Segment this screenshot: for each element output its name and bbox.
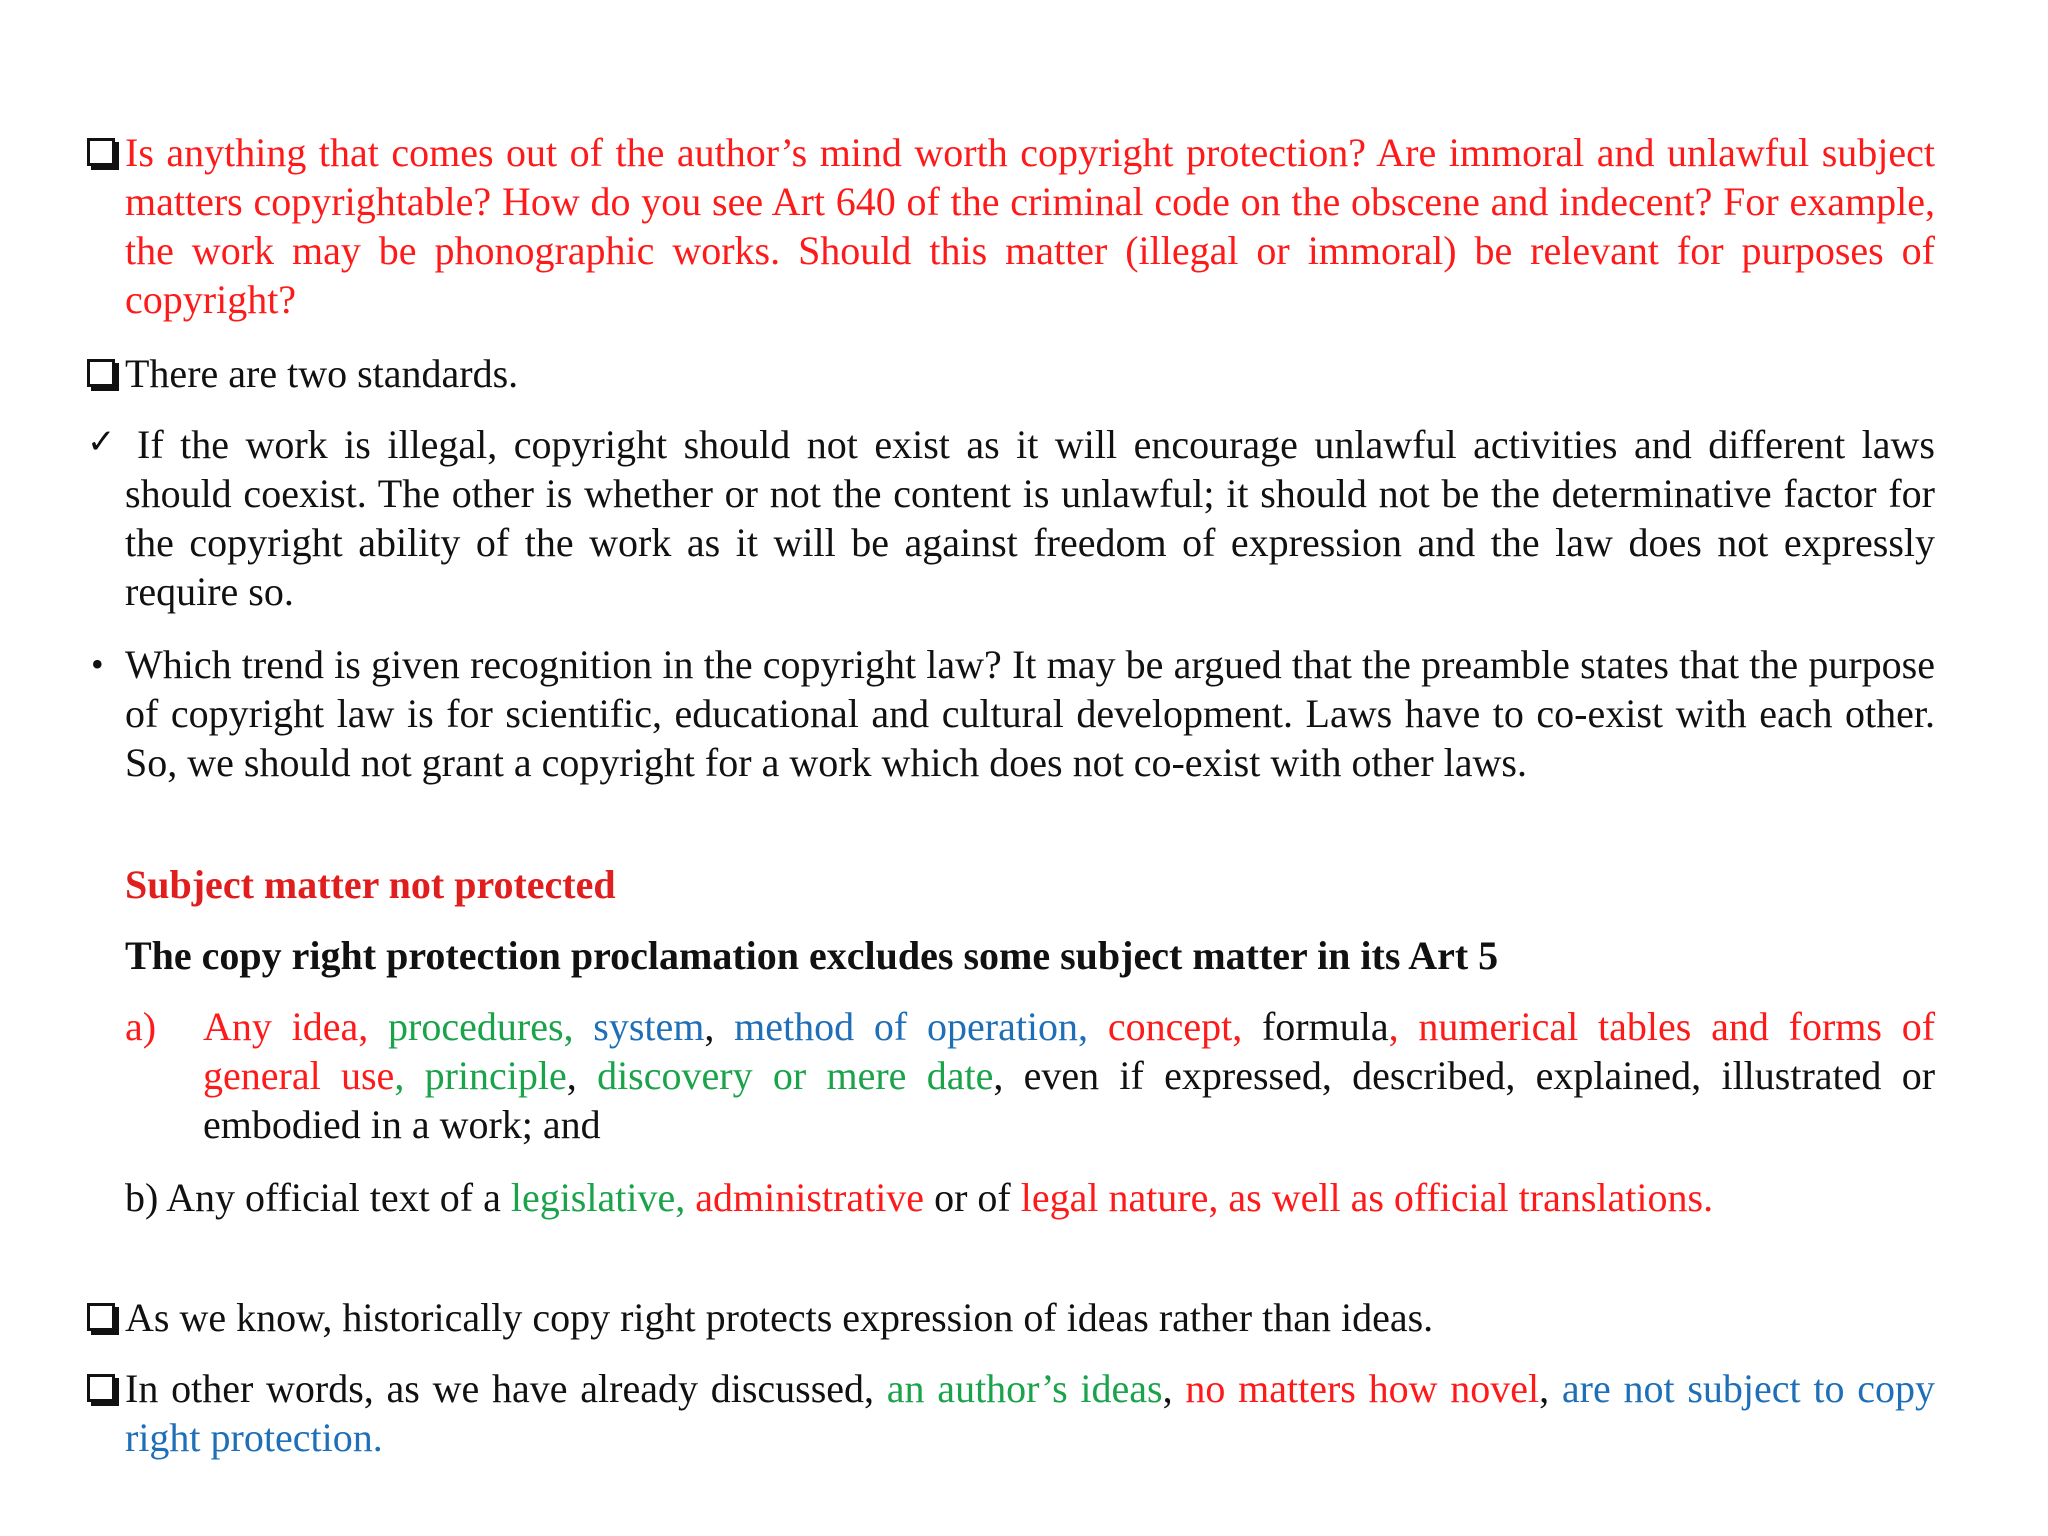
segment-not-subject: are not subject to copy right protection. [125,1366,1936,1460]
segment-official-text: Any official text of a [158,1175,501,1220]
segment-comma-2: , [566,1053,577,1098]
segment-discovery: discovery or mere date [576,1053,994,1098]
segment-legal-nature: legal nature, as well as official translations. [1010,1175,1714,1220]
section-heading [125,860,1935,909]
segment-no-matters: no matters how novel [1172,1366,1540,1411]
list-item-a [125,1002,1935,1149]
segment-comma-3: , [1162,1366,1173,1411]
expression-text: As we know, historically copy right protects expression of ideas rather than ideas. [125,1295,1434,1340]
segment-comma: , [704,1004,715,1049]
trend-text: Which trend is given recognition in the copyright law? It may be argued that the preamble states that the purpose of copyright law is for scientific, educational and cultural development. Laws have to co-exist with each other. So, we should not grant a copyright for a work which does not co-exist with other laws. [125,642,1935,785]
list-item-a-label: a) [125,1004,157,1049]
segment-or-of: or of [924,1175,1011,1220]
segment-comma-4: , [1539,1366,1550,1411]
question-text: Is anything that comes out of the author’s mind worth copyright protection? Are immoral and unlawful subject matters copyrightable? How do you see Art 640 of the criminal code on the obscene and indecent? For example, the work may be phonographic works. Should this matter (illegal or immoral) be relevant for purposes of copyright? [125,130,1935,322]
list-item-b-label: b) [125,1175,159,1220]
trend-paragraph [91,640,1935,787]
segment-administrative: administrative [685,1175,925,1220]
first-standard-text: If the work is illegal, copyright should not exist as it will encourage unlawful activities and different laws should coexist. The other is whether or not the content is unlawful; it should not be the determinative factor for the copyright ability of the work as it will be against freedom of expression and the law does not expressly require so. [125,422,1935,614]
square-bullet-icon [87,1293,115,1342]
proclamation-heading-text: The copy right protection proclamation excludes some subject matter in its Art 5 [125,933,1499,978]
dot-bullet-icon: • [91,644,104,684]
segment-method-of-operation: method of operation, [714,1004,1089,1049]
square-bullet-icon [87,1364,115,1413]
segment-concept: concept, [1088,1004,1243,1049]
first-standard-paragraph [87,420,1935,616]
question-paragraph [125,128,1935,324]
segment-system: system [573,1004,705,1049]
segment-any-idea: Any idea, [203,1004,369,1049]
list-item-a-text [203,1002,1935,1149]
segment-author-ideas: an author’s ideas [874,1366,1163,1411]
segment-even-if-expressed: , even if expressed, described, explained, illustrated or embodied in a work; and [203,1053,1936,1147]
segment-legislative: legislative, [500,1175,686,1220]
segment-in-other-words: In other words, as we have already discussed, [125,1366,875,1411]
standards-paragraph [125,349,1935,398]
square-bullet-icon [87,349,115,398]
proclamation-heading [125,931,1935,980]
ideas-paragraph [125,1364,1935,1462]
segment-principle: , principle [394,1053,567,1098]
standards-text: There are two standards. [125,351,519,396]
square-bullet-icon [87,128,115,177]
expression-paragraph [125,1293,1935,1342]
segment-formula: formula [1242,1004,1389,1049]
segment-numerical-tables: , numerical tables and forms of general use [203,1004,1936,1098]
list-item-b [125,1173,1973,1222]
section-heading-text: Subject matter not protected [125,862,616,907]
checkmark-icon: ✓ [87,422,116,462]
segment-procedures: procedures, [368,1004,574,1049]
